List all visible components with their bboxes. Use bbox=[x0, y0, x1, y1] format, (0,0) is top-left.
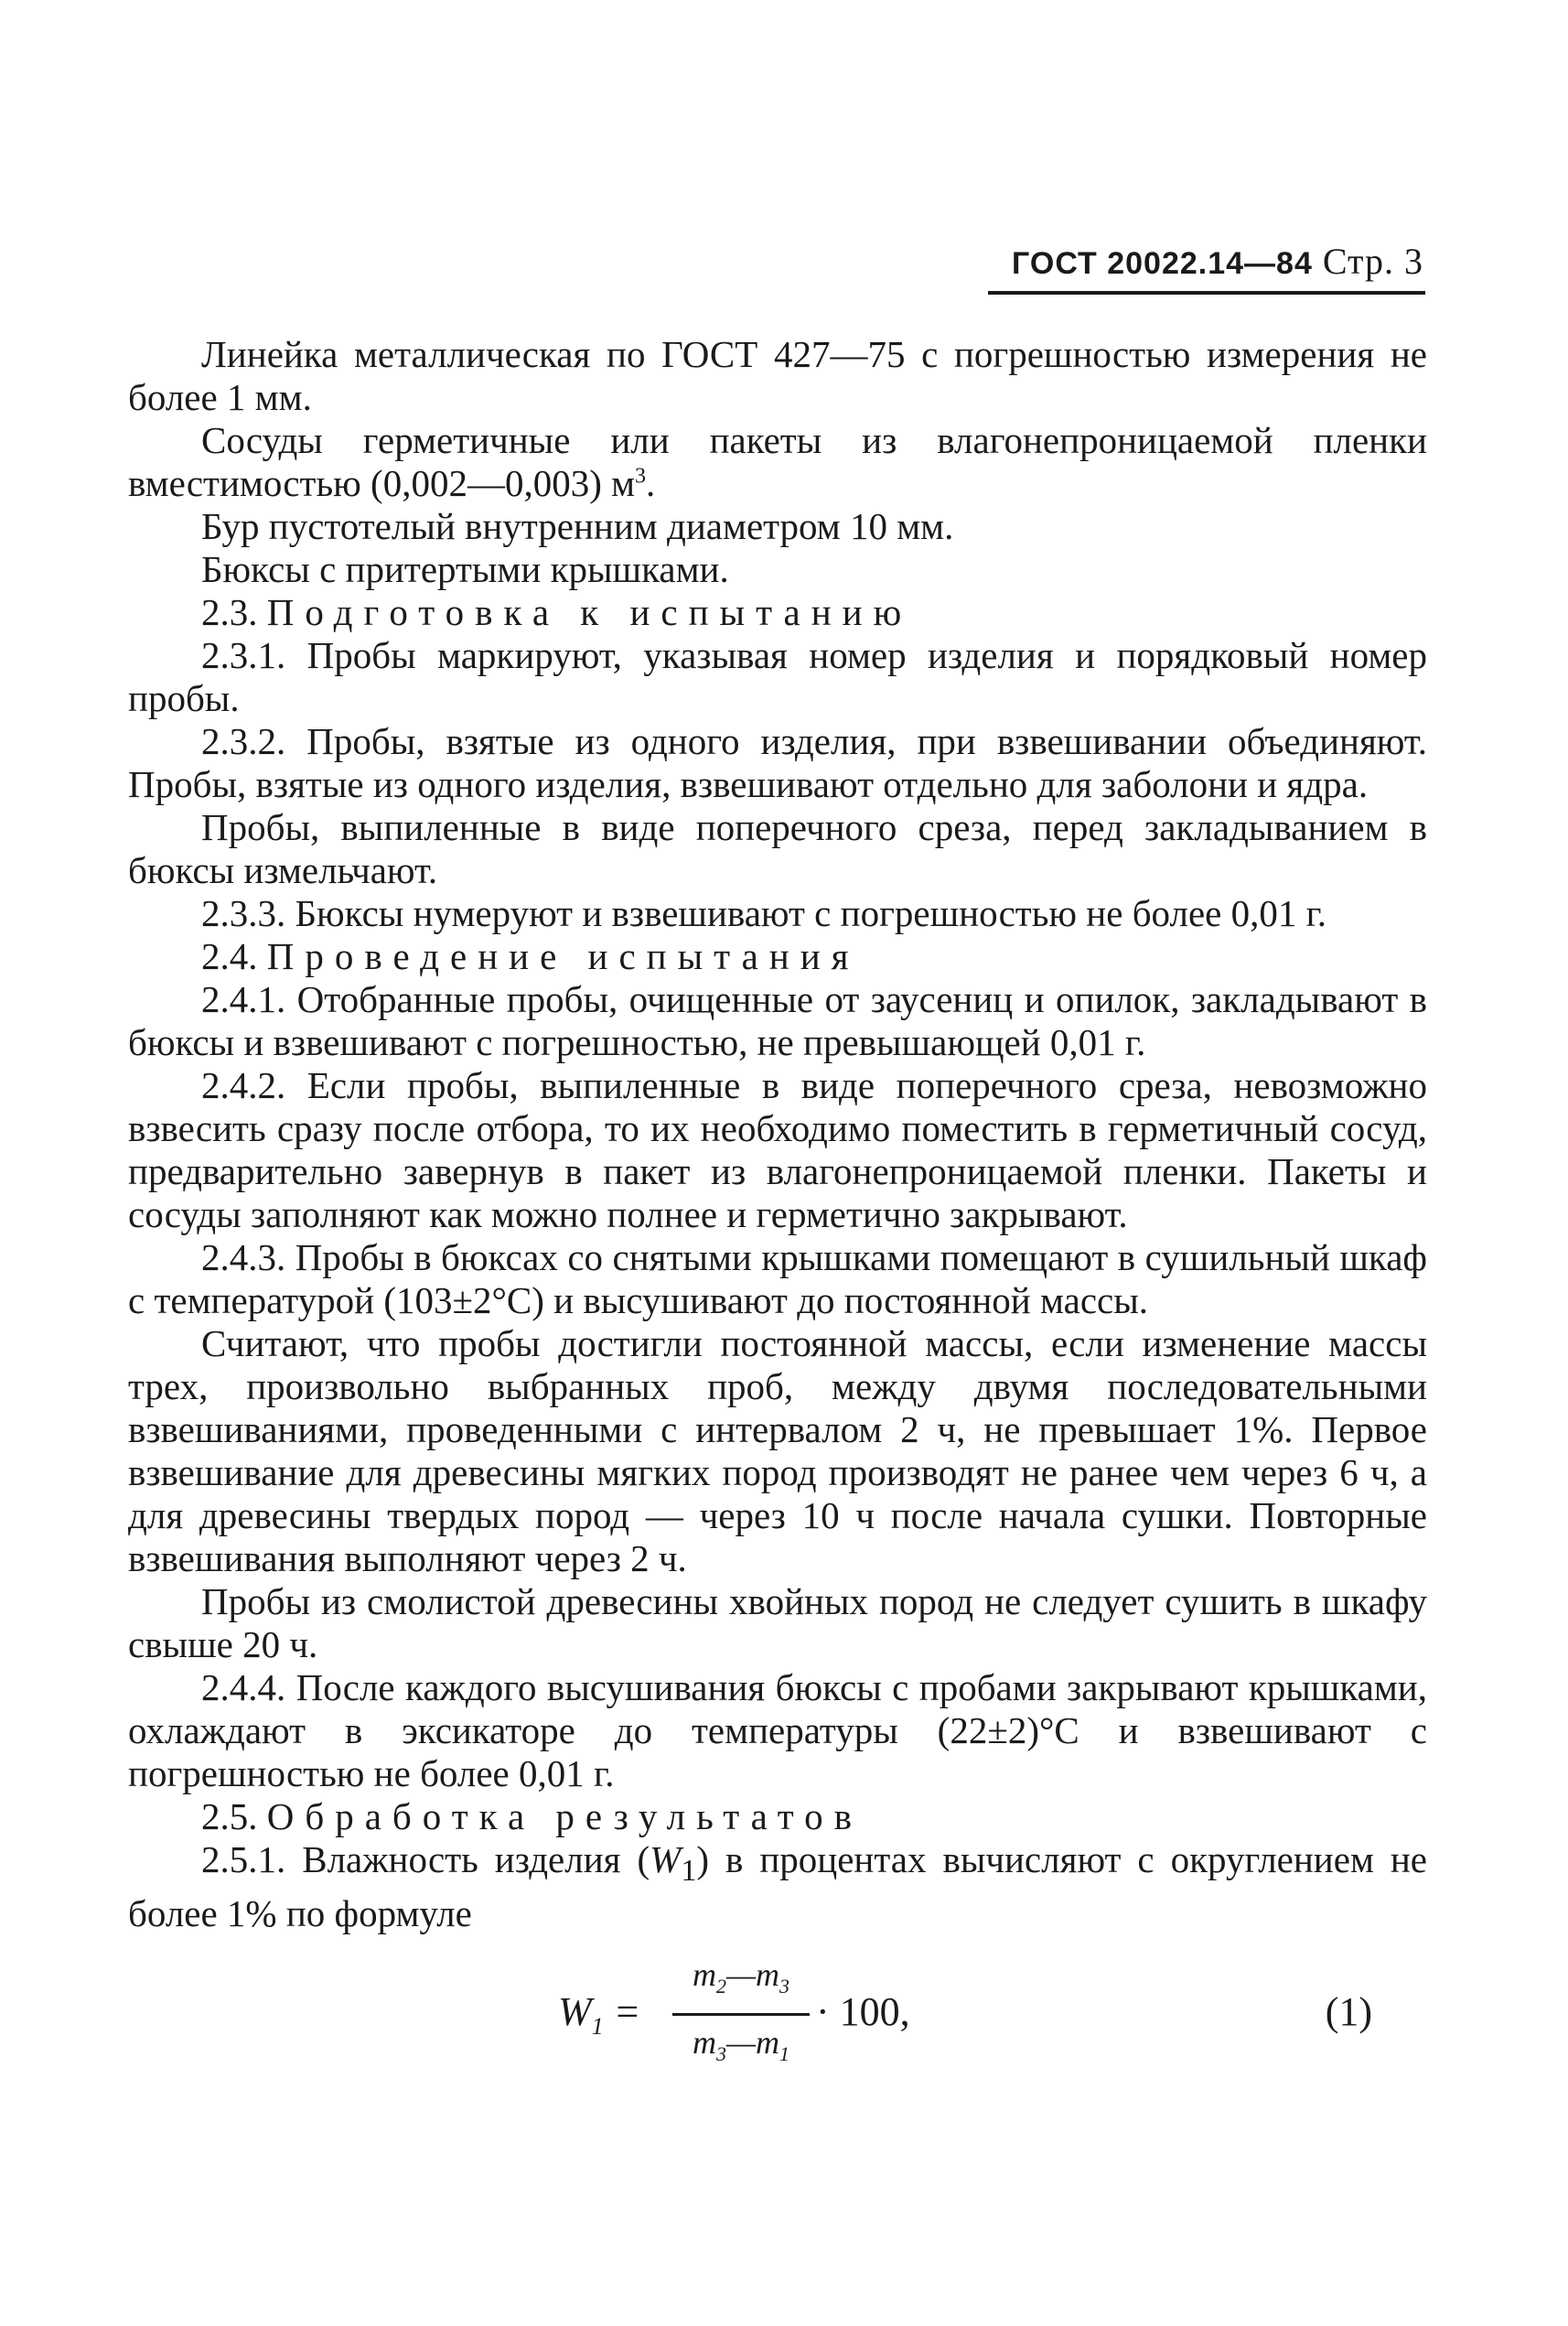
paragraph-constant-mass: Считают, что пробы достигли постоянной массы, если изменение массы трех, произвольно выбранных проб, между двумя последовательными взвешиваниями, проведенными с интервалом 2 ч, не превышает 1%. Первое взвешивание для древесины мягких пород производят не ранее чем через 6 ч, а для древесины твердых пород — через 10 ч после начала сушки. Повторные взвешивания выполняют через 2 ч. bbox=[128, 1322, 1427, 1579]
paragraph-cross-section: Пробы, выпиленные в виде поперечного среза, перед закладыванием в бюксы измельчают. bbox=[128, 806, 1427, 891]
paragraph-2-4-4: 2.4.4. После каждого высушивания бюксы с пробами закрывают крышками, охлаждают в эксикаторе до температуры (22±2)°С и взвешивают с погрешностью не более 0,01 г. bbox=[128, 1666, 1427, 1794]
section-heading-2-4: 2.4. Проведение испытания bbox=[201, 935, 860, 977]
paragraph-2-3-3: 2.3.3. Бюксы нумеруют и взвешивают с погрешностью не более 0,01 г. bbox=[201, 892, 1327, 934]
paragraph-2-4-1: 2.4.1. Отобранные пробы, очищенные от заусениц и опилок, закладывают в бюксы и взвешивают с погрешностью, не превышающей 0,01 г. bbox=[128, 978, 1427, 1063]
section-heading-2-3: 2.3. Подготовка к испытанию bbox=[201, 591, 913, 633]
paragraph-2-4-2: 2.4.2. Если пробы, выпиленные в виде поперечного среза, невозможно взвесить сразу после отбора, то их необходимо поместить в герметичный сосуд, предварительно завернув в пакет из влагонепроницаемой пленки. Пакеты и сосуды заполняют как можно полнее и герметично закрывают. bbox=[128, 1064, 1427, 1235]
formula-lhs: $W_1$ = bbox=[558, 1989, 641, 2040]
fraction-bar bbox=[672, 2013, 810, 2016]
page-header bbox=[1012, 240, 1423, 283]
paragraph-2-4-3: 2.4.3. Пробы в бюксах со снятыми крышками помещают в сушильный шкаф с температурой (103±2°С) и высушивают до постоянной массы. bbox=[128, 1236, 1427, 1321]
page-number: Стр. 3 bbox=[1322, 241, 1423, 282]
document-body bbox=[128, 333, 1427, 2091]
paragraph-drill: Бур пустотелый внутренним диаметром 10 мм. bbox=[201, 505, 954, 547]
moisture-formula bbox=[128, 1954, 1427, 2091]
paragraph-ruler: Линейка металлическая по ГОСТ 427—75 с погрешностью измерения не более 1 мм. bbox=[128, 333, 1427, 418]
formula-fraction bbox=[672, 1954, 810, 2075]
formula-denominator: $m_3—m_1$ bbox=[692, 2024, 789, 2066]
paragraph-2-3-2: 2.3.2. Пробы, взятые из одного изделия, при взвешивании объединяют. Пробы, взятые из одного изделия, взвешивают отдельно для заболони и ядра. bbox=[128, 720, 1427, 805]
section-heading-2-5: 2.5. Обработка результатов bbox=[201, 1795, 864, 1837]
header-rule bbox=[988, 291, 1425, 295]
formula-multiplier: · 100, bbox=[816, 1989, 910, 2035]
paragraph-resinous-wood: Пробы из смолистой древесины хвойных пород не следует сушить в шкафу свыше 20 ч. bbox=[128, 1580, 1427, 1665]
paragraph-weighing-bottles: Бюксы с притертыми крышками. bbox=[201, 548, 729, 590]
standard-code: ГОСТ 20022.14—84 bbox=[1012, 246, 1313, 281]
paragraph-vessels: Сосуды герметичные или пакеты из влагонепроницаемой пленки вместимостью (0,002—0,003) $м^3$. bbox=[128, 419, 1427, 504]
paragraph-2-5-1: 2.5.1. Влажность изделия $(W_1)$ в процентах вычисляют с округлением не более 1% по формуле bbox=[128, 1838, 1427, 1935]
equation-number: (1) bbox=[1325, 1989, 1372, 2035]
paragraph-2-3-1: 2.3.1. Пробы маркируют, указывая номер изделия и порядковый номер пробы. bbox=[128, 634, 1427, 719]
formula-numerator: $m_2—m_3$ bbox=[692, 1956, 789, 1998]
